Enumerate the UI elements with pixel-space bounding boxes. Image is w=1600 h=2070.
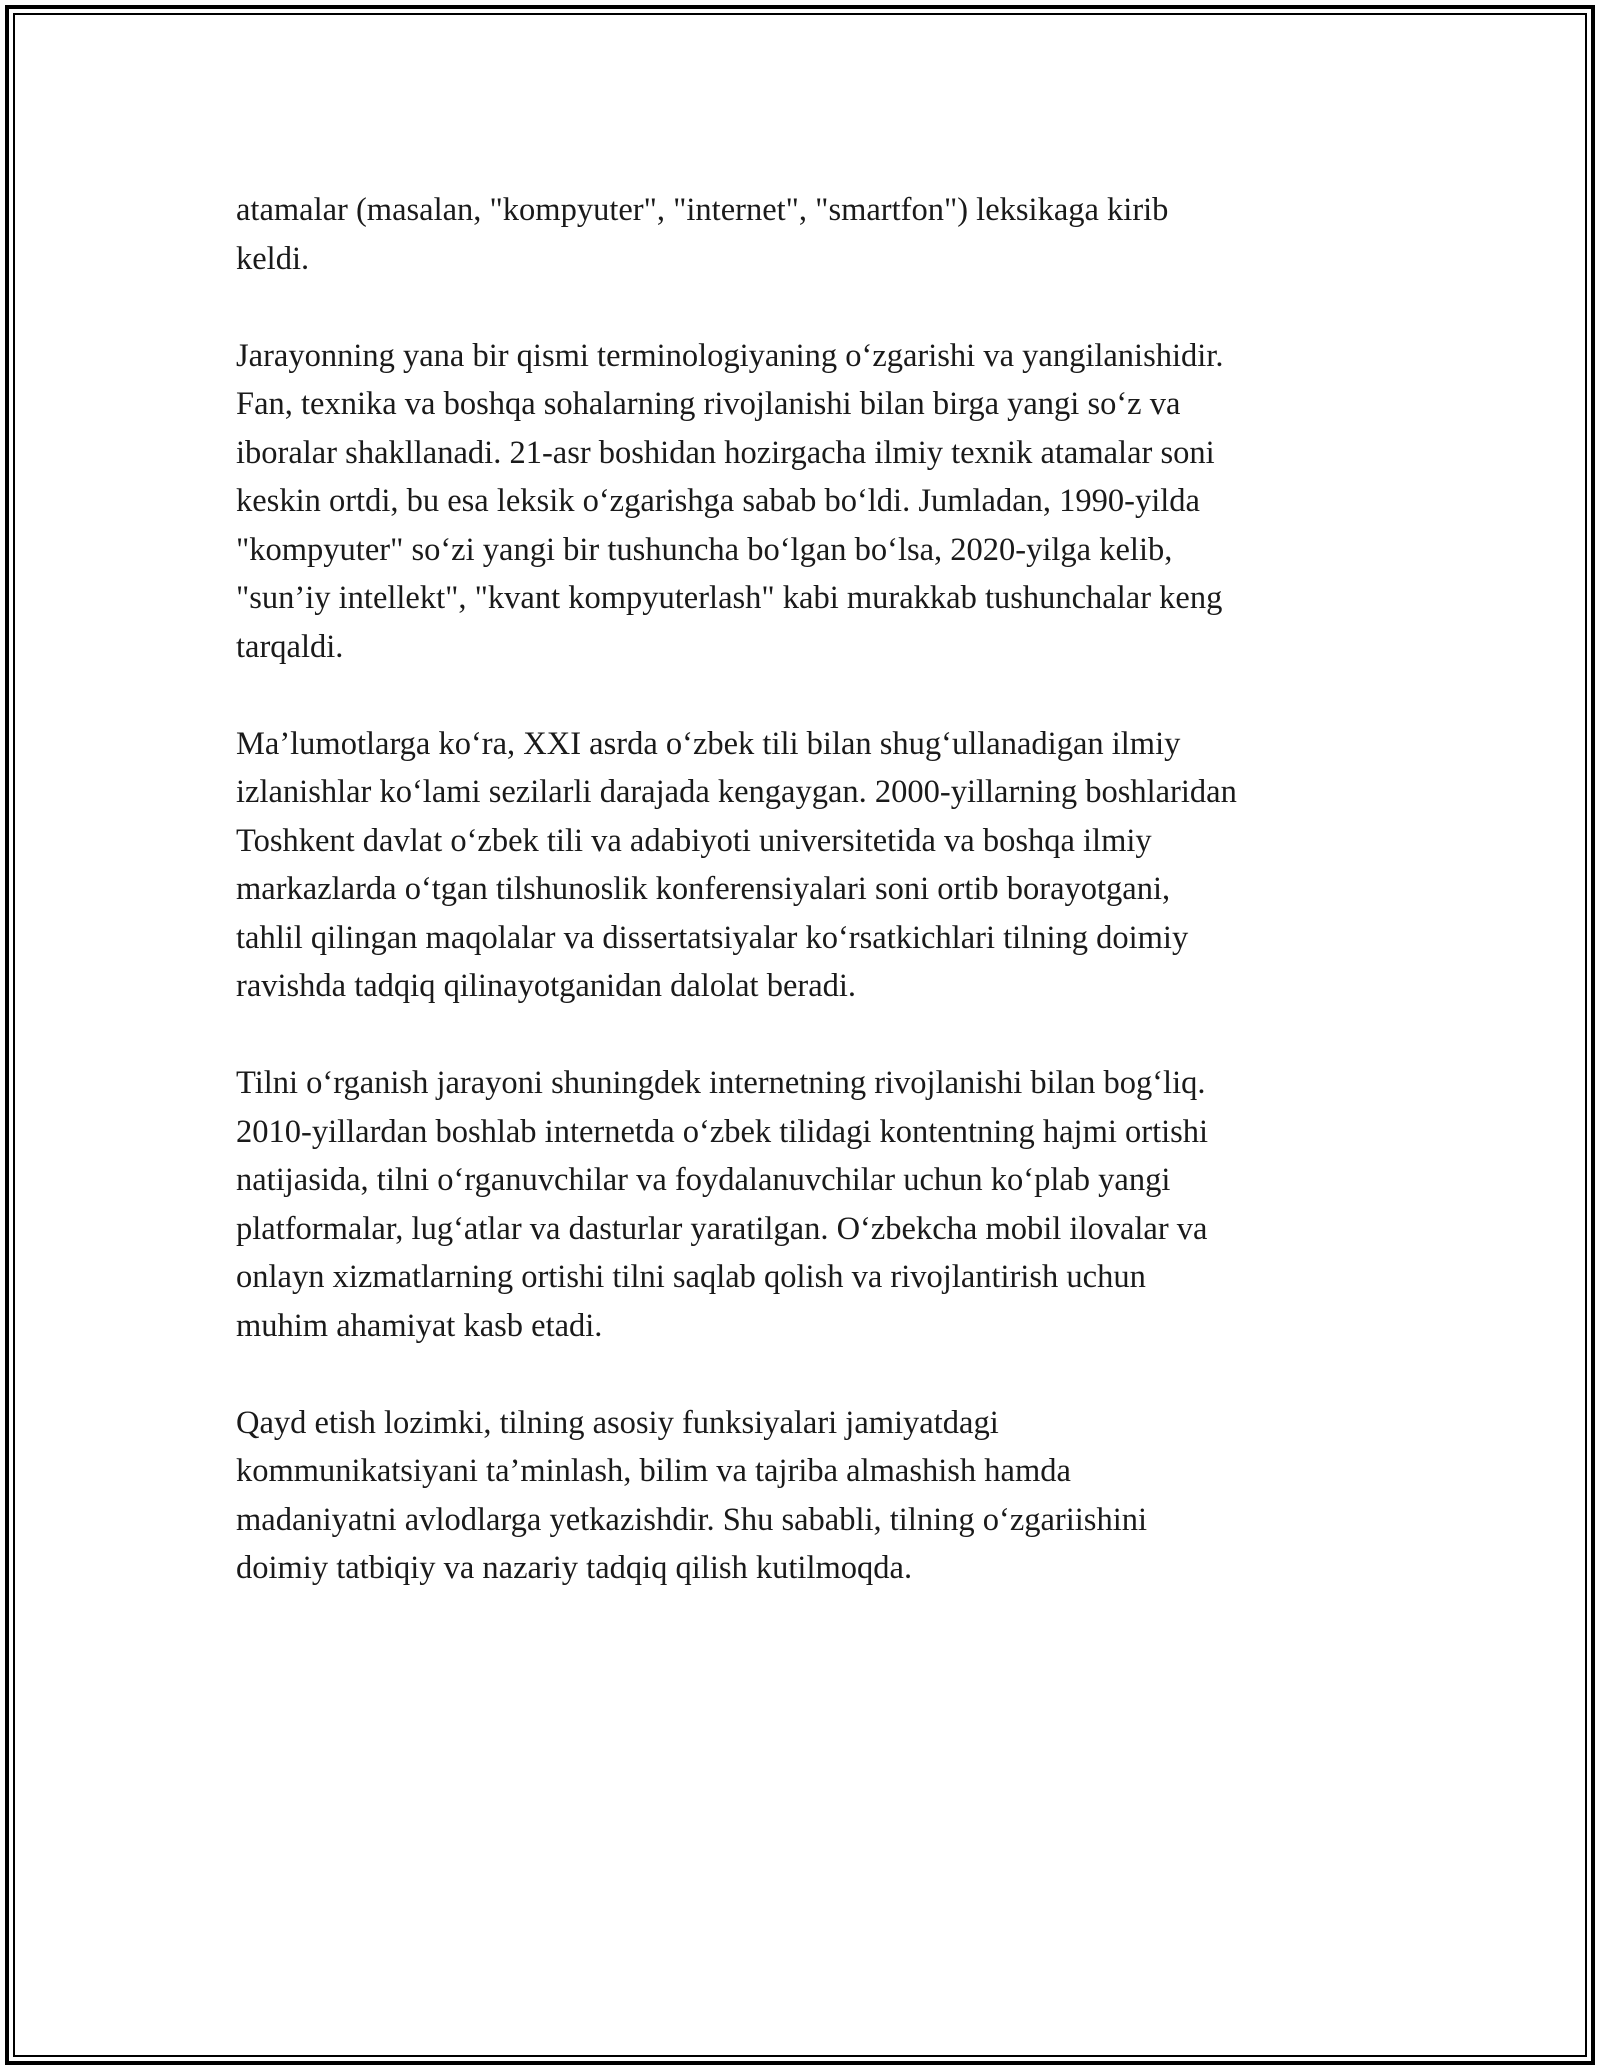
paragraph-research: Ma’lumotlarga ko‘ra, XXI asrda o‘zbek tili bilan shug‘ullanadigan ilmiy izlanishlar ko‘lami sezilarli darajada kengaygan. 2000-yillarning boshlaridan Toshkent davlat o‘zbek tili va adabiyoti universitetida va boshqa ilmiy markazlarda o‘tgan tilshunoslik konferensiyalari soni ortib borayotgani, tahlil qilingan maqolalar va dissertatsiyalar ko‘rsatkichlari tilning doimiy ravishda tadqiq qilinayotganidan dalolat beradi. [236, 725, 1237, 1004]
paragraph-continuation: atamalar (masalan, "kompyuter", "internet", "smartfon") leksikaga kirib keldi. [236, 192, 1169, 277]
paragraph-terminology: Jarayonning yana bir qismi terminologiyaning o‘zgarishi va yangilanishidir. Fan, texnika va boshqa sohalarning rivojlanishi bilan birga yangi so‘z va iboralar shakllanadi. 21-asr boshidan hozirgacha ilmiy texnik atamalar soni keskin ortdi, bu esa leksik o‘zgarishga sabab bo‘ldi. Jumladan, 1990-yilda "kompyuter" so‘zi yangi bir tushuncha bo‘lgan bo‘lsa, 2020-yilga kelib, "sun’iy intellekt", "kvant kompyuterlash" kabi murakkab tushunchalar keng tarqaldi. [236, 337, 1224, 665]
paragraph-conclusion: Qayd etish lozimki, tilning asosiy funksiyalari jamiyatdagi kommunikatsiyani ta’minlash, bilim va tajriba almashish hamda madaniyatni avlodlarga yetkazishdir. Shu sababli, tilning o‘zgariishini doimiy tatbiqiy va nazariy tadqiq qilish kutilmoqda. [236, 1404, 1148, 1586]
document-body [236, 186, 1386, 1593]
paragraph-internet: Tilni o‘rganish jarayoni shuningdek internetning rivojlanishi bilan bog‘liq. 2010-yillardan boshlab internetda o‘zbek tilidagi kontentning hajmi ortishi natijasida, tilni o‘rganuvchilar va foydalanuvchilar uchun ko‘plab yangi platformalar, lug‘atlar va dasturlar yaratilgan. O‘zbekcha mobil ilovalar va onlayn xizmatlarning ortishi tilni saqlab qolish va rivojlantirish uchun muhim ahamiyat kasb etadi. [236, 1065, 1209, 1344]
